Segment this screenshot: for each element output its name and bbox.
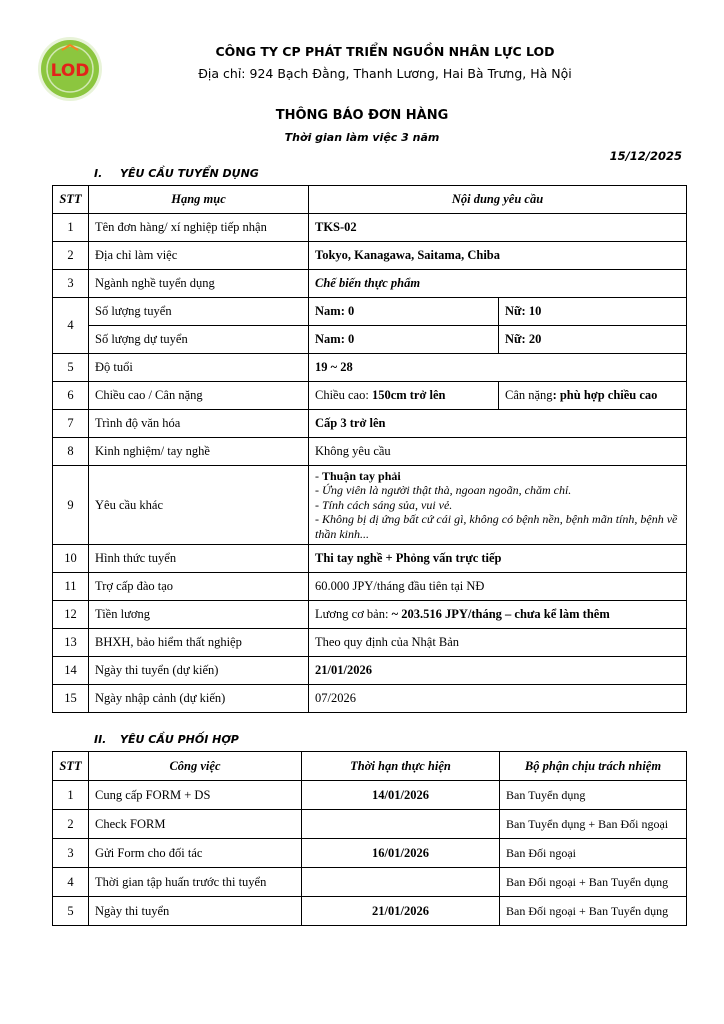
row-stt: 2	[53, 810, 89, 839]
document-title: THÔNG BÁO ĐƠN HÀNG	[275, 108, 449, 123]
requirement-line: - Tính cách sáng sủa, vui vẻ.	[315, 497, 453, 512]
height-label: Chiều cao:	[315, 388, 372, 402]
header-deadline: Thời hạn thực hiện	[302, 752, 500, 781]
female-value: : 20	[521, 332, 542, 346]
row-deadline	[302, 810, 500, 839]
table-row	[53, 657, 687, 685]
table-row	[53, 573, 687, 601]
table-row	[53, 242, 687, 270]
table-row	[53, 810, 687, 839]
row-stt: 1	[53, 781, 89, 810]
row-stt: 5	[53, 354, 89, 382]
requirement-line	[315, 469, 680, 484]
weight-label: Cân nặng	[505, 388, 553, 402]
row-task: Gửi Form cho đối tác	[89, 839, 302, 868]
header-stt: STT	[53, 186, 89, 214]
weight-cell	[499, 382, 687, 410]
female-label: Nữ	[505, 304, 522, 318]
table-row	[53, 270, 687, 298]
row-stt: 8	[53, 438, 89, 466]
table-row	[53, 897, 687, 926]
section-2-number: II.	[94, 733, 107, 746]
row-stt: 3	[53, 270, 89, 298]
company-logo	[37, 36, 103, 102]
row-deadline: 21/01/2026	[302, 897, 500, 926]
row-item: Địa chỉ làm việc	[89, 242, 309, 270]
row-item: Ngày nhập cảnh (dự kiến)	[89, 685, 309, 713]
row-dept: Ban Tuyển dụng	[500, 781, 687, 810]
row-deadline	[302, 868, 500, 897]
row-dept: Ban Đối ngoại + Ban Tuyển dụng	[500, 868, 687, 897]
row-value: Tokyo, Kanagawa, Saitama, Chiba	[309, 242, 687, 270]
section-2-title	[94, 733, 239, 746]
weight-value: : phù hợp chiều cao	[552, 388, 658, 402]
header-content: Nội dung yêu cầu	[309, 186, 687, 214]
other-requirements-list	[309, 466, 687, 545]
table-row	[53, 781, 687, 810]
table-row	[53, 466, 687, 545]
row-task: Thời gian tập huấn trước thi tuyển	[89, 868, 302, 897]
table-row	[53, 298, 687, 326]
table-row	[53, 839, 687, 868]
row-item: Chiều cao / Cân nặng	[89, 382, 309, 410]
section-1-label: YÊU CẦU TUYỂN DỤNG	[120, 167, 259, 180]
height-value: 150cm trở lên	[371, 388, 446, 402]
row-stt: 14	[53, 657, 89, 685]
section-1-title	[94, 167, 259, 180]
row-item: Tên đơn hàng/ xí nghiệp tiếp nhận	[89, 214, 309, 242]
row-item: Số lượng dự tuyển	[89, 326, 309, 354]
female-value: : 10	[521, 304, 542, 318]
table-row	[53, 326, 687, 354]
row-value: Chế biến thực phẩm	[309, 270, 687, 298]
salary-value: ~ 203.516 JPY/tháng – chưa kể làm thêm	[391, 607, 610, 621]
table-header-row	[53, 752, 687, 781]
row-stt: 11	[53, 573, 89, 601]
row-dept: Ban Đối ngoại + Ban Tuyển dụng	[500, 897, 687, 926]
section-2-label: YÊU CẦU PHỐI HỢP	[120, 733, 239, 746]
row-value: 21/01/2026	[309, 657, 687, 685]
row-task: Check FORM	[89, 810, 302, 839]
female-label: Nữ	[505, 332, 522, 346]
row-value: 60.000 JPY/tháng đầu tiên tại NĐ	[309, 573, 687, 601]
row-value: Cấp 3 trở lên	[309, 410, 687, 438]
row-value: Theo quy định của Nhật Bản	[309, 629, 687, 657]
row-dept: Ban Đối ngoại	[500, 839, 687, 868]
table-row	[53, 868, 687, 897]
male-count-cell	[309, 326, 499, 354]
row-stt: 7	[53, 410, 89, 438]
table-row	[53, 438, 687, 466]
row-value: Không yêu cầu	[309, 438, 687, 466]
row-deadline: 16/01/2026	[302, 839, 500, 868]
requirement-text: Thuận tay phải	[322, 468, 401, 483]
company-address: Địa chỉ: 924 Bạch Đằng, Thanh Lương, Hai Bà Trưng, Hà Nội	[198, 66, 572, 81]
row-item: Ngày thi tuyển (dự kiến)	[89, 657, 309, 685]
male-count-cell	[309, 298, 499, 326]
row-item: Trình độ văn hóa	[89, 410, 309, 438]
row-item: Hình thức tuyển	[89, 545, 309, 573]
table-row	[53, 601, 687, 629]
row-stt: 4	[53, 868, 89, 897]
header-item: Hạng mục	[89, 186, 309, 214]
row-stt: 2	[53, 242, 89, 270]
table-row	[53, 545, 687, 573]
row-item: Ngành nghề tuyển dụng	[89, 270, 309, 298]
table-header-row	[53, 186, 687, 214]
salary-label: Lương cơ bản:	[315, 607, 392, 621]
table-row	[53, 354, 687, 382]
row-item: BHXH, bảo hiểm thất nghiệp	[89, 629, 309, 657]
male-label: Nam	[315, 332, 341, 346]
row-stt: 9	[53, 466, 89, 545]
row-value: 19 ~ 28	[309, 354, 687, 382]
female-count-cell	[499, 298, 687, 326]
row-item: Kinh nghiệm/ tay nghề	[89, 438, 309, 466]
section-1-number: I.	[94, 167, 103, 180]
requirement-line: - Ứng viên là người thật thà, ngoan ngoãn, chăm chỉ.	[315, 483, 572, 498]
coordination-table	[52, 751, 687, 926]
company-name: CÔNG TY CP PHÁT TRIỂN NGUỒN NHÂN LỰC LOD	[215, 44, 555, 59]
row-stt: 10	[53, 545, 89, 573]
row-task: Ngày thi tuyển	[89, 897, 302, 926]
requirement-bullet: -	[315, 468, 322, 483]
table-row	[53, 685, 687, 713]
row-task: Cung cấp FORM + DS	[89, 781, 302, 810]
row-item: Yêu cầu khác	[89, 466, 309, 545]
row-item: Độ tuổi	[89, 354, 309, 382]
document-date: 15/12/2025	[609, 149, 682, 163]
document-subtitle: Thời gian làm việc 3 năm	[284, 131, 440, 144]
header-task: Công việc	[89, 752, 302, 781]
table-row	[53, 629, 687, 657]
table-row	[53, 410, 687, 438]
row-value: Thi tay nghề + Phỏng vấn trực tiếp	[309, 545, 687, 573]
row-stt: 13	[53, 629, 89, 657]
height-cell	[309, 382, 499, 410]
row-item: Tiền lương	[89, 601, 309, 629]
row-stt: 4	[53, 298, 89, 354]
row-stt: 1	[53, 214, 89, 242]
male-label: Nam	[315, 304, 341, 318]
row-value: 07/2026	[309, 685, 687, 713]
row-stt: 3	[53, 839, 89, 868]
row-deadline: 14/01/2026	[302, 781, 500, 810]
row-stt: 12	[53, 601, 89, 629]
row-stt: 15	[53, 685, 89, 713]
row-dept: Ban Tuyển dụng + Ban Đối ngoại	[500, 810, 687, 839]
header-stt: STT	[53, 752, 89, 781]
row-stt: 6	[53, 382, 89, 410]
female-count-cell	[499, 326, 687, 354]
male-value: : 0	[340, 304, 355, 318]
row-stt: 5	[53, 897, 89, 926]
recruitment-table	[52, 185, 687, 713]
logo-text: LOD	[50, 61, 90, 81]
male-value: : 0	[340, 332, 355, 346]
row-item: Trợ cấp đào tạo	[89, 573, 309, 601]
table-row	[53, 382, 687, 410]
row-value: TKS-02	[309, 214, 687, 242]
row-item: Số lượng tuyển	[89, 298, 309, 326]
salary-cell	[309, 601, 687, 629]
requirement-line: - Không bị dị ứng bất cứ cái gì, không có bệnh nền, bệnh mãn tính, bệnh về thần kinh...	[315, 512, 678, 541]
table-row	[53, 214, 687, 242]
header-dept: Bộ phận chịu trách nhiệm	[500, 752, 687, 781]
